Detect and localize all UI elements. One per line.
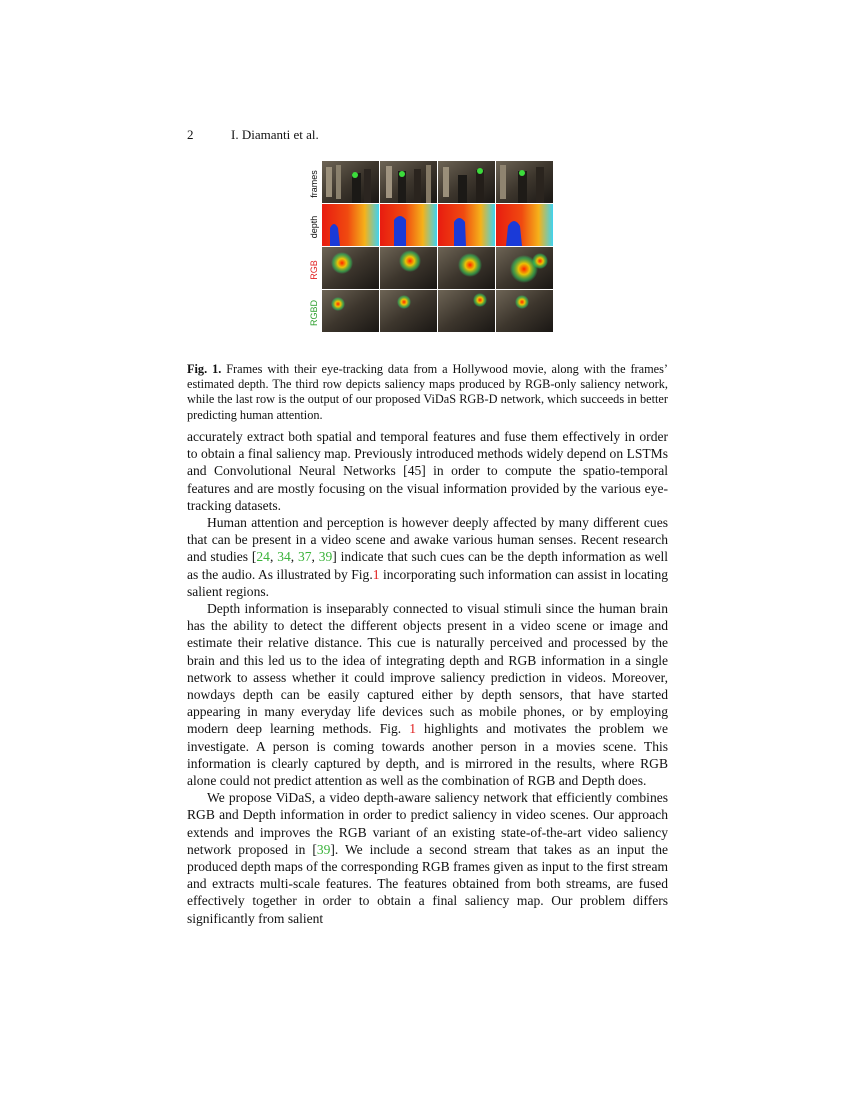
rgb-saliency-strip: [322, 247, 553, 289]
rgbd-saliency-thumb: [380, 290, 437, 332]
citation-link[interactable]: 24: [256, 549, 270, 565]
row-label-rgb: [307, 249, 321, 291]
paragraph-2: Human attention and perception is however deeply affected by many different cues that can be present in a video scene and awake various human senses. Recent research and studies [24, 34, 37, 39] indicate that such cues can be the depth information as well as the audio. As illustrated by Fig.1 incorporating such information can assist in locating salient regions.: [187, 515, 668, 599]
running-head: [187, 127, 319, 143]
row-label-depth-text: depth: [309, 215, 319, 239]
page-number: 2: [187, 127, 194, 142]
paragraph-4-text: ]. We include a second stream that takes as an input the produced depth maps of the corresponding RGB frames given as input to the first stream and extracts multi-scale features. The features obtained from both streams, are fused effectively together in order to obtain a final saliency map. Our problem differs significantly from salient: [187, 841, 668, 926]
paragraph-3: [187, 600, 668, 789]
rgbd-saliency-thumb: [322, 290, 379, 332]
depth-thumb: [322, 204, 379, 246]
citation-link[interactable]: 39: [316, 841, 331, 857]
frame-thumb: [380, 161, 437, 203]
running-authors: I. Diamanti et al.: [231, 127, 319, 142]
row-label-frames-text: frames: [309, 170, 319, 198]
figure-ref-link[interactable]: 1: [372, 566, 380, 582]
rgb-saliency-thumb: [322, 247, 379, 289]
rgb-saliency-thumb: [380, 247, 437, 289]
figure-1: [307, 161, 547, 335]
caption-label: Fig. 1.: [187, 362, 222, 376]
paragraph-2-text: ] indicate that such cues can be the depth information as well as the audio. As illustrated by Fig.: [187, 549, 668, 582]
rgb-saliency-thumb: [438, 247, 495, 289]
row-label-rgbd-text: RGBD: [309, 299, 319, 327]
citation-link[interactable]: 34: [277, 549, 291, 565]
depth-thumb: [438, 204, 495, 246]
depth-thumb: [496, 204, 553, 246]
body-text: [187, 428, 668, 927]
citation-link[interactable]: 39: [318, 549, 333, 565]
caption-text: Frames with their eye-tracking data from a Hollywood movie, along with the frames’ estimated depth. The third row depicts saliency maps produced by RGB-only saliency network, while the last row is the output of our proposed ViDaS RGB-D network, which succeeds in better predicting human attention.: [187, 362, 668, 422]
rgb-saliency-thumb: [496, 247, 553, 289]
rgbd-saliency-strip: [322, 290, 553, 332]
frame-thumb: [496, 161, 553, 203]
rgbd-saliency-thumb: [438, 290, 495, 332]
rgbd-saliency-thumb: [496, 290, 553, 332]
row-label-rgbd: [307, 292, 321, 334]
paragraph-3-text: Depth information is inseparably connected to visual stimuli since the human brain has the ability to detect the different objects present in a video scene or image and estimate their relative distance. This cue is naturally perceived and processed by the brain and this led us to the idea of integrating depth and RGB information in a single network to assess whether it could improve saliency prediction in videos. Moreover, nowdays depth can be easily captured either by depth sensors, that have started appearing in many everyday life devices such as mobile phones, or by employing modern deep learning methods. Fig.: [187, 601, 668, 737]
paragraph-4-text: We propose ViDaS, a video depth-aware saliency network that efficiently combines RGB and Depth information in order to predict saliency in video scenes. Our approach extends and improves the RGB variant of an existing state-of-the-art video saliency network proposed in [: [187, 790, 668, 857]
depth-strip: [322, 204, 553, 246]
figure-ref-link[interactable]: 1: [409, 721, 416, 737]
depth-thumb: [380, 204, 437, 246]
citation-link[interactable]: 37: [297, 549, 312, 565]
paragraph-1: accurately extract both spatial and temporal features and fuse them effectively in order to obtain a final saliency map. Previously introduced methods widely depend on LSTMs and Convolutional Neural Networks [45] in order to compute the spatio-temporal features and are mostly focusing on the visual information provided by the various eye-tracking datasets.: [187, 429, 668, 513]
paragraph-3-text: highlights and motivates the problem we investigate. A person is coming towards another person in a movies scene. This information is clearly captured by depth, and is mirrored in the results, where RGB alone could not predict attention as well as the combination of RGB and Depth does.: [187, 721, 668, 789]
paragraph-2-text: Human attention and perception is however deeply affected by many different cues that can be present in a video scene and awake various human senses. Recent research and studies [: [187, 515, 668, 565]
row-label-frames: [307, 163, 321, 205]
frame-thumb: [322, 161, 379, 203]
row-label-rgb-text: RGB: [309, 260, 319, 280]
row-label-depth: [307, 206, 321, 248]
paragraph-4: [187, 789, 668, 927]
figure-caption: [187, 362, 668, 423]
paragraph-2-text: incorporating such information can assist in locating salient regions.: [187, 566, 668, 599]
frames-strip: [322, 161, 553, 203]
frame-thumb: [438, 161, 495, 203]
